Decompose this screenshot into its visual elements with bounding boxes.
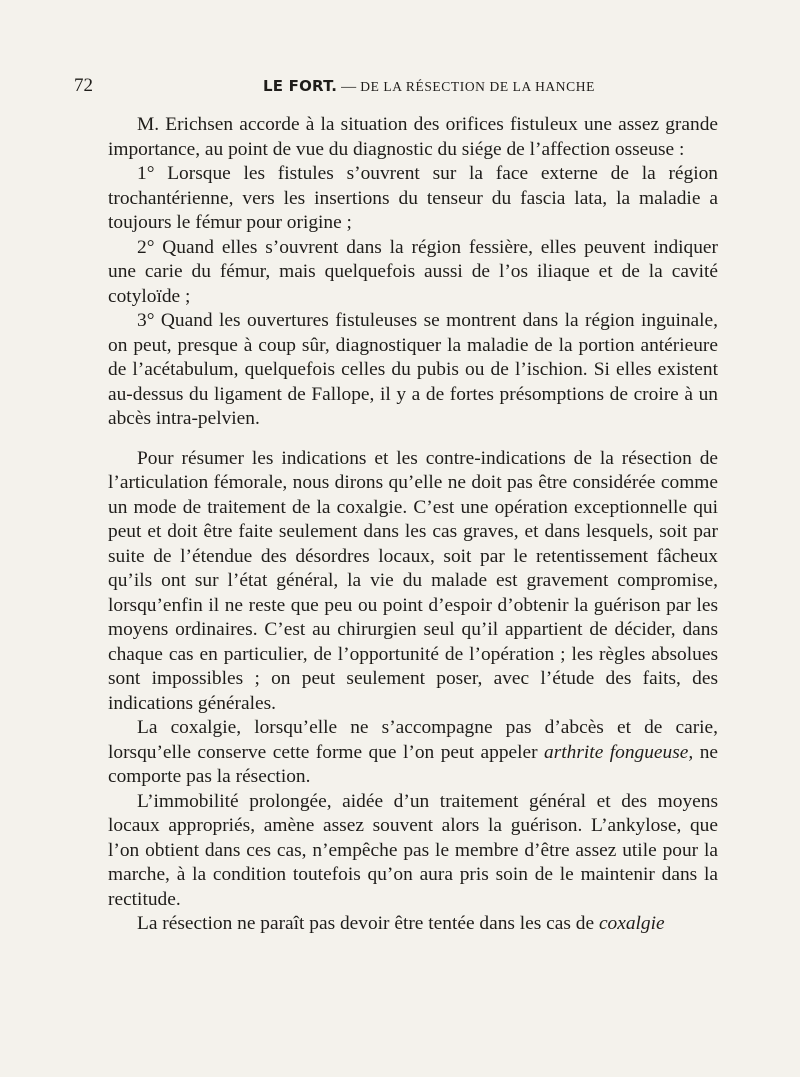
paragraph-item-2: 2° Quand elles s’ouvrent dans la région fessière, elles peuvent indiquer une carie du fémur, mais quelquefois aussi de l’os iliaque et de la cavité cotyloïde ; [108, 236, 718, 307]
paragraph-item-1: 1° Lorsque les fistules s’ouvrent sur la face externe de la région trochantérienne, vers les insertions du tenseur du fascia lata, la maladie a toujours le fémur pour origine ; [108, 163, 718, 233]
header-separator: — [337, 79, 361, 95]
text-run: La résection ne paraît pas devoir être tentée dans les cas de [137, 913, 599, 934]
paragraph-item-3: 3° Quand les ouvertures fistuleuses se montrent dans la région inguinale, on peut, presque à coup sûr, diagnostiquer la maladie de la portion antérieure de l’acétabulum, quelquefois celles du pubis ou de l’ischion. Si elles existent au-dessus du ligament de Fallope, il y a de fortes présomptions de croire à un abcès intra-pelvien. [108, 310, 718, 429]
paragraph-coxalgie [108, 716, 718, 790]
text-run: La coxalgie, lorsqu’elle ne s’accompagne pas d’abcès et de carie, lorsqu’elle conserve cette forme que l’on peut appeler [108, 717, 718, 763]
running-header [74, 73, 730, 103]
italic-term: coxalgie [598, 913, 665, 934]
paragraph-summary: Pour résumer les indications et les contre-indications de la résection de l’articulation fémorale, nous dirons qu’elle ne doit pas être considérée comme un mode de traitement de la coxalgie. C’est une opération exceptionnelle qui peut et doit être faite seulement dans les cas graves, et dans lesquels, soit par suite de l’étendue des désordres locaux, soit par le retentissement fâcheux qu’ils ont sur l’état général, la vie du malade est gravement compromise, lorsqu’enfin il ne reste que peu ou point d’espoir d’obtenir la guérison par les moyens ordinaires. C’est au chirurgien seul qu’il appartient de décider, dans chaque cas en particulier, de l’opportunité de l’opération ; les règles absolues sont impossibles ; on peut seulement poser, avec l’étude des faits, des indications générales. [108, 447, 718, 714]
body-text [108, 113, 718, 937]
paragraph-resection [108, 912, 718, 937]
text-run: ne comporte pas la résection. [108, 741, 718, 787]
paragraph-immobilite: L’immobilité prolongée, aidée d’un traitement général et des moyens locaux appropriés, amène assez souvent alors la guérison. L’ankylose, que l’on obtient dans ces cas, n’empêche pas le membre d’être assez utile pour la marche, à la condition toutefois qu’on aura pris soin de le maintenir dans la rectitude. [108, 790, 718, 910]
page-number: 72 [74, 75, 93, 96]
header-author: LE FORT. [263, 77, 338, 95]
header-title: DE LA RÉSECTION DE LA HANCHE [360, 79, 595, 94]
paragraph-intro: M. Erichsen accorde à la situation des orifices fistuleux une assez grande importance, au point de vue du diagnostic du siége de l’affection osseuse : [108, 114, 718, 160]
running-title [263, 77, 595, 96]
italic-term: arthrite fongueuse, [544, 741, 694, 763]
